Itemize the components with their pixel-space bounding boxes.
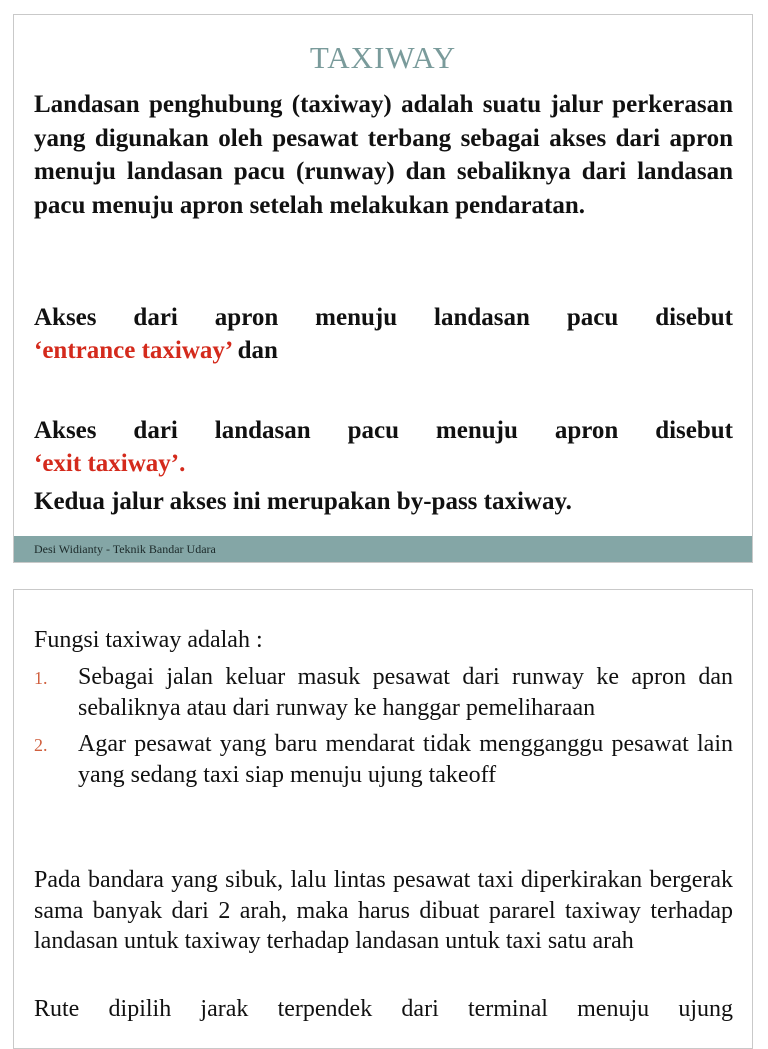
busy-airport-paragraph: Pada bandara yang sibuk, lalu lintas pesawat taxi diperkirakan bergerak sama banyak dari 2 arah, maka harus dibuat pararel taxiway terhadap landasan untuk taxiway terhadap landasan untuk taxi satu arah <box>34 867 733 954</box>
exit-paragraph-line: Akses dari landasan pacu menuju apron disebut <box>34 417 733 444</box>
entrance-paragraph-line-2 <box>34 334 733 368</box>
entrance-paragraph-line: Akses dari apron menuju landasan pacu disebut <box>34 304 733 331</box>
list-item-text: Sebagai jalan keluar masuk pesawat dari runway ke apron dan sebaliknya atau dari runway ke hanggar pemeliharaan <box>78 664 733 721</box>
functions-intro: Fungsi taxiway adalah : <box>34 627 263 653</box>
list-item <box>34 729 733 790</box>
list-item-text: Agar pesawat yang baru mendarat tidak mengganggu pesawat lain yang sedang taxi siap menuju ujung takeoff <box>78 731 733 788</box>
entrance-taxiway-term: ‘entrance taxiway’ <box>34 337 232 364</box>
definition-paragraph: Landasan penghubung (taxiway) adalah suatu jalur perkerasan yang digunakan oleh pesawat terbang sebagai akses dari apron menuju landasan pacu (runway) dan sebaliknya dari landasan pacu menuju apron setelah melakukan pendaratan. <box>34 91 733 219</box>
list-number: 2. <box>34 735 48 755</box>
list-item <box>34 662 733 723</box>
functions-list <box>34 662 733 790</box>
exit-paragraph-line-2 <box>34 447 733 481</box>
slide-title: TAXIWAY <box>309 40 457 75</box>
footer-text: Desi Widianty - Teknik Bandar Udara <box>34 542 216 556</box>
bypass-paragraph: Kedua jalur akses ini merupakan by-pass taxiway. <box>34 488 572 515</box>
exit-taxiway-term: ‘exit taxiway’. <box>34 450 186 477</box>
route-paragraph: Rute dipilih jarak terpendek dari terminal menuju ujung <box>34 996 733 1022</box>
slide-1 <box>13 14 753 563</box>
entrance-paragraph-suffix: dan <box>231 337 278 364</box>
slide-footer <box>14 536 752 562</box>
list-number: 1. <box>34 668 48 688</box>
slide-2 <box>13 589 753 1049</box>
